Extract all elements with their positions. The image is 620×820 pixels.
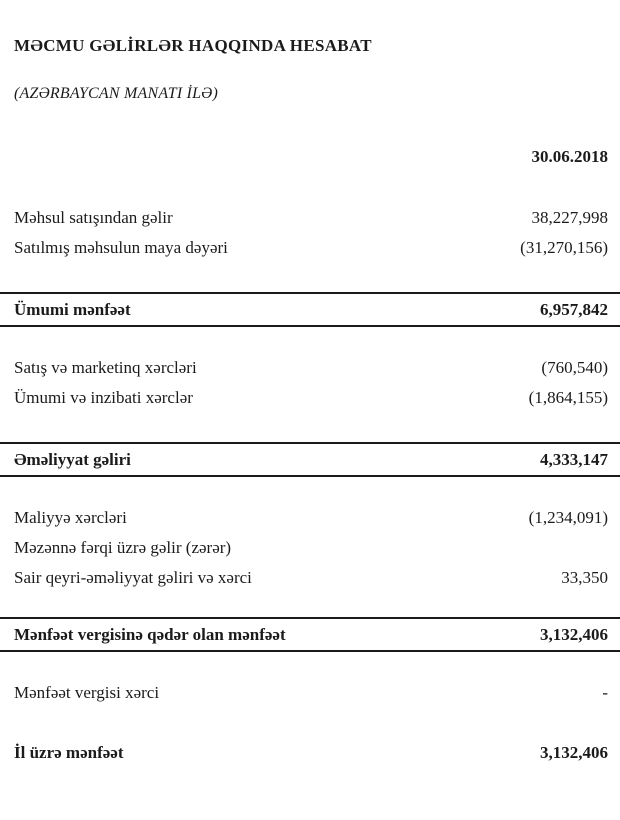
row-value: 38,227,998 xyxy=(531,208,608,227)
row-label: Sair qeyri-əməliyyat gəliri və xərci xyxy=(14,568,252,587)
table-row xyxy=(0,563,620,593)
row-label: Məhsul satışından gəlir xyxy=(14,208,173,227)
section-tax xyxy=(0,678,620,708)
table-row xyxy=(0,233,620,263)
row-label: Maliyyə xərcləri xyxy=(14,508,127,527)
table-row xyxy=(0,678,620,708)
table-row xyxy=(0,503,620,533)
table-row xyxy=(0,533,620,563)
period-column-header: 30.06.2018 xyxy=(531,147,608,166)
total-row xyxy=(0,444,620,475)
total-value: 3,132,406 xyxy=(540,743,608,762)
row-label: Satılmış məhsulun maya dəyəri xyxy=(14,238,228,257)
page-title: MƏCMU GƏLİRLƏR HAQQINDA HESABAT xyxy=(14,36,372,55)
profit-for-year-total xyxy=(0,738,620,768)
total-row xyxy=(0,294,620,325)
table-row xyxy=(0,353,620,383)
section-operating-expenses xyxy=(0,353,620,413)
total-value: 6,957,842 xyxy=(540,300,608,319)
income-statement-page xyxy=(0,36,620,820)
row-value: (1,864,155) xyxy=(528,388,608,407)
row-value: - xyxy=(602,683,608,702)
table-row xyxy=(0,383,620,413)
total-label: Əməliyyat gəliri xyxy=(14,450,131,469)
total-value: 3,132,406 xyxy=(540,625,608,644)
profit-before-tax-total xyxy=(0,617,620,652)
row-label: Mənfəət vergisi xərci xyxy=(14,683,160,702)
row-value: 33,350 xyxy=(561,568,608,587)
section-revenue xyxy=(0,203,620,263)
row-label: Ümumi və inzibati xərclər xyxy=(14,388,193,407)
row-value: (760,540) xyxy=(541,358,608,377)
total-row xyxy=(0,738,620,768)
total-label: İl üzrə mənfəət xyxy=(14,743,124,762)
currency-subtitle: (AZƏRBAYCAN MANATI İLƏ) xyxy=(14,85,219,102)
total-row xyxy=(0,619,620,650)
total-label: Mənfəət vergisinə qədər olan mənfəət xyxy=(14,625,286,644)
gross-profit-total xyxy=(0,292,620,327)
total-value: 4,333,147 xyxy=(540,450,608,469)
row-label: Satış və marketinq xərcləri xyxy=(14,358,197,377)
row-label: Məzənnə fərqi üzrə gəlir (zərər) xyxy=(14,538,232,557)
row-value: (1,234,091) xyxy=(528,508,608,527)
table-row xyxy=(0,203,620,233)
total-label: Ümumi mənfəət xyxy=(14,300,131,319)
operating-income-total xyxy=(0,442,620,477)
section-non-operating xyxy=(0,503,620,593)
row-value: (31,270,156) xyxy=(520,238,608,257)
